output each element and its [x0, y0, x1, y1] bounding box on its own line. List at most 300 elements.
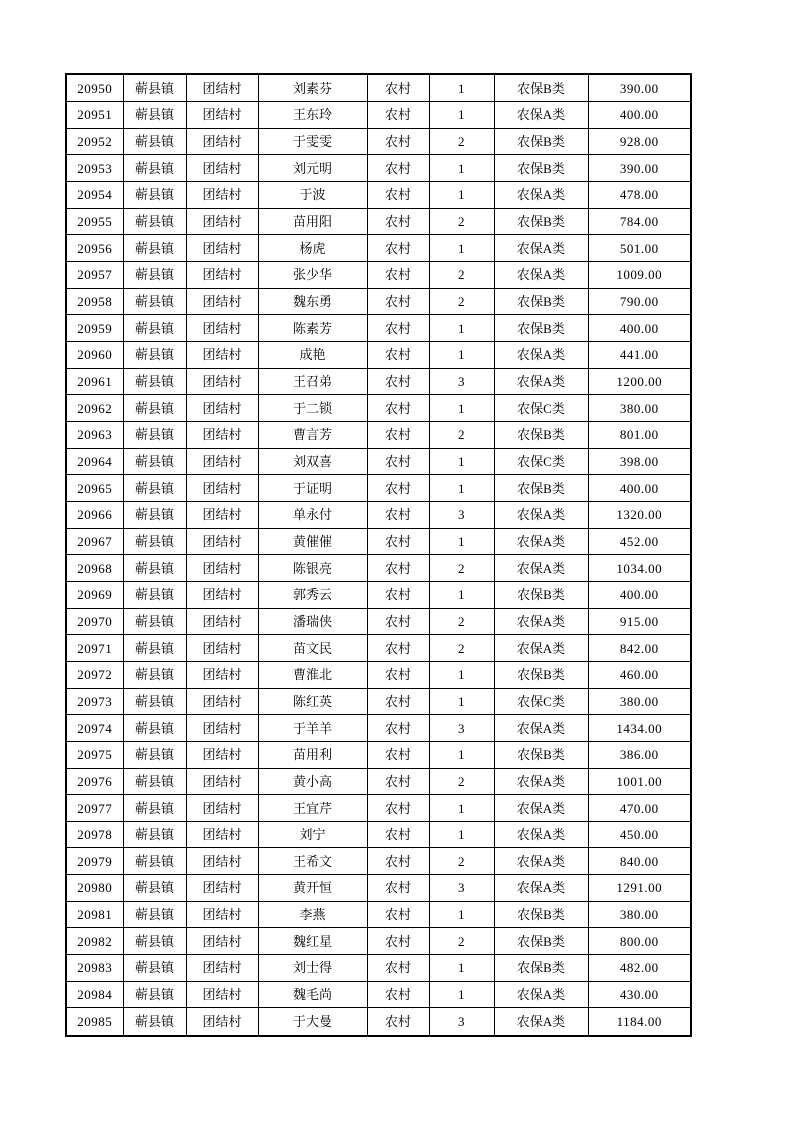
name-cell: 魏东勇: [258, 288, 367, 315]
village-cell: 团结村: [186, 262, 258, 289]
category-cell: 农保A类: [494, 715, 588, 742]
category-cell: 农保B类: [494, 421, 588, 448]
table-row: [66, 395, 691, 422]
table-row: [66, 848, 691, 875]
amount-cell: 441.00: [588, 342, 691, 369]
residence-cell: 农村: [367, 208, 429, 235]
table-row: [66, 608, 691, 635]
amount-cell: 1291.00: [588, 875, 691, 902]
category-cell: 农保A类: [494, 342, 588, 369]
village-cell: 团结村: [186, 715, 258, 742]
residence-cell: 农村: [367, 795, 429, 822]
town-cell: 蕲县镇: [123, 741, 186, 768]
town-cell: 蕲县镇: [123, 1008, 186, 1036]
category-cell: 农保A类: [494, 848, 588, 875]
residence-cell: 农村: [367, 741, 429, 768]
amount-cell: 800.00: [588, 928, 691, 955]
name-cell: 单永付: [258, 501, 367, 528]
village-cell: 团结村: [186, 288, 258, 315]
count-cell: 3: [429, 875, 494, 902]
serial-cell: 20979: [66, 848, 123, 875]
residence-cell: 农村: [367, 128, 429, 155]
table-row: [66, 368, 691, 395]
table-row: [66, 128, 691, 155]
table-row: [66, 635, 691, 662]
serial-cell: 20965: [66, 475, 123, 502]
table-row: [66, 741, 691, 768]
amount-cell: 390.00: [588, 155, 691, 182]
amount-cell: 840.00: [588, 848, 691, 875]
category-cell: 农保A类: [494, 821, 588, 848]
town-cell: 蕲县镇: [123, 555, 186, 582]
count-cell: 2: [429, 208, 494, 235]
serial-cell: 20983: [66, 955, 123, 982]
count-cell: 1: [429, 901, 494, 928]
serial-cell: 20963: [66, 421, 123, 448]
table-row: [66, 821, 691, 848]
town-cell: 蕲县镇: [123, 342, 186, 369]
name-cell: 黄开恒: [258, 875, 367, 902]
serial-cell: 20968: [66, 555, 123, 582]
serial-cell: 20974: [66, 715, 123, 742]
name-cell: 陈银亮: [258, 555, 367, 582]
serial-cell: 20960: [66, 342, 123, 369]
category-cell: 农保B类: [494, 74, 588, 102]
amount-cell: 928.00: [588, 128, 691, 155]
category-cell: 农保A类: [494, 235, 588, 262]
amount-cell: 400.00: [588, 581, 691, 608]
town-cell: 蕲县镇: [123, 581, 186, 608]
serial-cell: 20975: [66, 741, 123, 768]
count-cell: 1: [429, 581, 494, 608]
village-cell: 团结村: [186, 74, 258, 102]
village-cell: 团结村: [186, 661, 258, 688]
count-cell: 2: [429, 128, 494, 155]
serial-cell: 20976: [66, 768, 123, 795]
town-cell: 蕲县镇: [123, 955, 186, 982]
name-cell: 于羊羊: [258, 715, 367, 742]
category-cell: 农保B类: [494, 288, 588, 315]
category-cell: 农保A类: [494, 262, 588, 289]
insurance-roster-table-body: [66, 74, 691, 1036]
residence-cell: 农村: [367, 342, 429, 369]
residence-cell: 农村: [367, 448, 429, 475]
category-cell: 农保C类: [494, 448, 588, 475]
category-cell: 农保B类: [494, 901, 588, 928]
count-cell: 1: [429, 155, 494, 182]
town-cell: 蕲县镇: [123, 288, 186, 315]
village-cell: 团结村: [186, 421, 258, 448]
serial-cell: 20981: [66, 901, 123, 928]
town-cell: 蕲县镇: [123, 688, 186, 715]
category-cell: 农保A类: [494, 635, 588, 662]
table-row: [66, 155, 691, 182]
village-cell: 团结村: [186, 635, 258, 662]
category-cell: 农保B类: [494, 928, 588, 955]
count-cell: 2: [429, 848, 494, 875]
serial-cell: 20955: [66, 208, 123, 235]
serial-cell: 20978: [66, 821, 123, 848]
amount-cell: 842.00: [588, 635, 691, 662]
name-cell: 魏红星: [258, 928, 367, 955]
town-cell: 蕲县镇: [123, 848, 186, 875]
name-cell: 黄小高: [258, 768, 367, 795]
village-cell: 团结村: [186, 555, 258, 582]
amount-cell: 398.00: [588, 448, 691, 475]
count-cell: 1: [429, 102, 494, 129]
village-cell: 团结村: [186, 795, 258, 822]
residence-cell: 农村: [367, 768, 429, 795]
category-cell: 农保A类: [494, 501, 588, 528]
count-cell: 1: [429, 182, 494, 209]
serial-cell: 20950: [66, 74, 123, 102]
amount-cell: 452.00: [588, 528, 691, 555]
name-cell: 苗用阳: [258, 208, 367, 235]
count-cell: 2: [429, 608, 494, 635]
count-cell: 1: [429, 821, 494, 848]
count-cell: 3: [429, 1008, 494, 1036]
serial-cell: 20962: [66, 395, 123, 422]
name-cell: 刘素芬: [258, 74, 367, 102]
name-cell: 郭秀云: [258, 581, 367, 608]
count-cell: 2: [429, 421, 494, 448]
category-cell: 农保A类: [494, 182, 588, 209]
name-cell: 曹言芳: [258, 421, 367, 448]
serial-cell: 20953: [66, 155, 123, 182]
amount-cell: 380.00: [588, 688, 691, 715]
residence-cell: 农村: [367, 501, 429, 528]
amount-cell: 400.00: [588, 475, 691, 502]
residence-cell: 农村: [367, 955, 429, 982]
table-row: [66, 715, 691, 742]
name-cell: 于二锁: [258, 395, 367, 422]
town-cell: 蕲县镇: [123, 821, 186, 848]
amount-cell: 380.00: [588, 395, 691, 422]
residence-cell: 农村: [367, 581, 429, 608]
residence-cell: 农村: [367, 262, 429, 289]
name-cell: 于大曼: [258, 1008, 367, 1036]
category-cell: 农保C类: [494, 688, 588, 715]
table-row: [66, 74, 691, 102]
residence-cell: 农村: [367, 661, 429, 688]
village-cell: 团结村: [186, 955, 258, 982]
serial-cell: 20985: [66, 1008, 123, 1036]
name-cell: 刘双喜: [258, 448, 367, 475]
amount-cell: 390.00: [588, 74, 691, 102]
village-cell: 团结村: [186, 235, 258, 262]
count-cell: 1: [429, 395, 494, 422]
serial-cell: 20964: [66, 448, 123, 475]
village-cell: 团结村: [186, 768, 258, 795]
residence-cell: 农村: [367, 608, 429, 635]
table-row: [66, 501, 691, 528]
amount-cell: 460.00: [588, 661, 691, 688]
name-cell: 于证明: [258, 475, 367, 502]
table-row: [66, 235, 691, 262]
serial-cell: 20972: [66, 661, 123, 688]
table-row: [66, 901, 691, 928]
count-cell: 1: [429, 955, 494, 982]
town-cell: 蕲县镇: [123, 901, 186, 928]
village-cell: 团结村: [186, 501, 258, 528]
count-cell: 3: [429, 501, 494, 528]
town-cell: 蕲县镇: [123, 715, 186, 742]
count-cell: 1: [429, 528, 494, 555]
serial-cell: 20977: [66, 795, 123, 822]
count-cell: 2: [429, 768, 494, 795]
serial-cell: 20959: [66, 315, 123, 342]
count-cell: 1: [429, 475, 494, 502]
name-cell: 杨虎: [258, 235, 367, 262]
serial-cell: 20969: [66, 581, 123, 608]
count-cell: 1: [429, 741, 494, 768]
category-cell: 农保A类: [494, 875, 588, 902]
amount-cell: 790.00: [588, 288, 691, 315]
residence-cell: 农村: [367, 475, 429, 502]
table-row: [66, 795, 691, 822]
town-cell: 蕲县镇: [123, 928, 186, 955]
amount-cell: 400.00: [588, 315, 691, 342]
town-cell: 蕲县镇: [123, 981, 186, 1008]
residence-cell: 农村: [367, 155, 429, 182]
residence-cell: 农村: [367, 74, 429, 102]
category-cell: 农保B类: [494, 128, 588, 155]
residence-cell: 农村: [367, 395, 429, 422]
table-row: [66, 528, 691, 555]
amount-cell: 380.00: [588, 901, 691, 928]
count-cell: 3: [429, 715, 494, 742]
serial-cell: 20970: [66, 608, 123, 635]
table-row: [66, 581, 691, 608]
count-cell: 1: [429, 448, 494, 475]
village-cell: 团结村: [186, 128, 258, 155]
residence-cell: 农村: [367, 635, 429, 662]
table-row: [66, 688, 691, 715]
town-cell: 蕲县镇: [123, 768, 186, 795]
residence-cell: 农村: [367, 315, 429, 342]
village-cell: 团结村: [186, 928, 258, 955]
village-cell: 团结村: [186, 182, 258, 209]
name-cell: 苗用利: [258, 741, 367, 768]
town-cell: 蕲县镇: [123, 102, 186, 129]
town-cell: 蕲县镇: [123, 421, 186, 448]
name-cell: 陈红英: [258, 688, 367, 715]
town-cell: 蕲县镇: [123, 608, 186, 635]
residence-cell: 农村: [367, 875, 429, 902]
name-cell: 陈素芳: [258, 315, 367, 342]
table-row: [66, 875, 691, 902]
amount-cell: 450.00: [588, 821, 691, 848]
category-cell: 农保B类: [494, 581, 588, 608]
residence-cell: 农村: [367, 235, 429, 262]
count-cell: 2: [429, 555, 494, 582]
town-cell: 蕲县镇: [123, 501, 186, 528]
residence-cell: 农村: [367, 182, 429, 209]
table-row: [66, 475, 691, 502]
residence-cell: 农村: [367, 555, 429, 582]
amount-cell: 1200.00: [588, 368, 691, 395]
name-cell: 王宜芹: [258, 795, 367, 822]
count-cell: 1: [429, 235, 494, 262]
residence-cell: 农村: [367, 688, 429, 715]
table-row: [66, 315, 691, 342]
category-cell: 农保A类: [494, 102, 588, 129]
table-row: [66, 661, 691, 688]
village-cell: 团结村: [186, 981, 258, 1008]
town-cell: 蕲县镇: [123, 368, 186, 395]
town-cell: 蕲县镇: [123, 795, 186, 822]
village-cell: 团结村: [186, 741, 258, 768]
category-cell: 农保B类: [494, 315, 588, 342]
residence-cell: 农村: [367, 715, 429, 742]
town-cell: 蕲县镇: [123, 395, 186, 422]
amount-cell: 478.00: [588, 182, 691, 209]
name-cell: 李燕: [258, 901, 367, 928]
category-cell: 农保B类: [494, 661, 588, 688]
table-row: [66, 928, 691, 955]
name-cell: 王希文: [258, 848, 367, 875]
amount-cell: 400.00: [588, 102, 691, 129]
category-cell: 农保A类: [494, 368, 588, 395]
town-cell: 蕲县镇: [123, 875, 186, 902]
count-cell: 1: [429, 315, 494, 342]
serial-cell: 20961: [66, 368, 123, 395]
count-cell: 2: [429, 288, 494, 315]
serial-cell: 20952: [66, 128, 123, 155]
count-cell: 1: [429, 661, 494, 688]
count-cell: 1: [429, 981, 494, 1008]
table-row: [66, 955, 691, 982]
table-row: [66, 208, 691, 235]
table-row: [66, 555, 691, 582]
name-cell: 苗文民: [258, 635, 367, 662]
category-cell: 农保A类: [494, 528, 588, 555]
village-cell: 团结村: [186, 901, 258, 928]
village-cell: 团结村: [186, 608, 258, 635]
amount-cell: 801.00: [588, 421, 691, 448]
name-cell: 潘瑞侠: [258, 608, 367, 635]
category-cell: 农保B类: [494, 155, 588, 182]
residence-cell: 农村: [367, 928, 429, 955]
amount-cell: 1034.00: [588, 555, 691, 582]
village-cell: 团结村: [186, 875, 258, 902]
category-cell: 农保B类: [494, 475, 588, 502]
residence-cell: 农村: [367, 981, 429, 1008]
village-cell: 团结村: [186, 1008, 258, 1036]
residence-cell: 农村: [367, 421, 429, 448]
name-cell: 刘元明: [258, 155, 367, 182]
name-cell: 刘宁: [258, 821, 367, 848]
serial-cell: 20958: [66, 288, 123, 315]
town-cell: 蕲县镇: [123, 128, 186, 155]
category-cell: 农保A类: [494, 1008, 588, 1036]
serial-cell: 20966: [66, 501, 123, 528]
town-cell: 蕲县镇: [123, 475, 186, 502]
amount-cell: 1320.00: [588, 501, 691, 528]
insurance-roster-table: [65, 73, 692, 1037]
village-cell: 团结村: [186, 475, 258, 502]
amount-cell: 784.00: [588, 208, 691, 235]
town-cell: 蕲县镇: [123, 262, 186, 289]
town-cell: 蕲县镇: [123, 315, 186, 342]
amount-cell: 1009.00: [588, 262, 691, 289]
serial-cell: 20956: [66, 235, 123, 262]
town-cell: 蕲县镇: [123, 448, 186, 475]
amount-cell: 1434.00: [588, 715, 691, 742]
village-cell: 团结村: [186, 155, 258, 182]
count-cell: 2: [429, 635, 494, 662]
town-cell: 蕲县镇: [123, 208, 186, 235]
amount-cell: 482.00: [588, 955, 691, 982]
count-cell: 1: [429, 74, 494, 102]
town-cell: 蕲县镇: [123, 74, 186, 102]
town-cell: 蕲县镇: [123, 155, 186, 182]
residence-cell: 农村: [367, 368, 429, 395]
village-cell: 团结村: [186, 208, 258, 235]
category-cell: 农保B类: [494, 741, 588, 768]
village-cell: 团结村: [186, 528, 258, 555]
serial-cell: 20954: [66, 182, 123, 209]
amount-cell: 386.00: [588, 741, 691, 768]
name-cell: 于雯雯: [258, 128, 367, 155]
name-cell: 魏毛尚: [258, 981, 367, 1008]
amount-cell: 1184.00: [588, 1008, 691, 1036]
table-row: [66, 981, 691, 1008]
category-cell: 农保A类: [494, 981, 588, 1008]
town-cell: 蕲县镇: [123, 528, 186, 555]
table-row: [66, 1008, 691, 1036]
category-cell: 农保B类: [494, 208, 588, 235]
amount-cell: 915.00: [588, 608, 691, 635]
category-cell: 农保C类: [494, 395, 588, 422]
village-cell: 团结村: [186, 368, 258, 395]
village-cell: 团结村: [186, 688, 258, 715]
residence-cell: 农村: [367, 1008, 429, 1036]
serial-cell: 20971: [66, 635, 123, 662]
name-cell: 王召弟: [258, 368, 367, 395]
name-cell: 成艳: [258, 342, 367, 369]
table-row: [66, 342, 691, 369]
village-cell: 团结村: [186, 448, 258, 475]
amount-cell: 430.00: [588, 981, 691, 1008]
village-cell: 团结村: [186, 342, 258, 369]
village-cell: 团结村: [186, 102, 258, 129]
category-cell: 农保A类: [494, 608, 588, 635]
name-cell: 刘士得: [258, 955, 367, 982]
serial-cell: 20973: [66, 688, 123, 715]
serial-cell: 20980: [66, 875, 123, 902]
amount-cell: 501.00: [588, 235, 691, 262]
town-cell: 蕲县镇: [123, 661, 186, 688]
count-cell: 3: [429, 368, 494, 395]
serial-cell: 20957: [66, 262, 123, 289]
table-row: [66, 182, 691, 209]
village-cell: 团结村: [186, 581, 258, 608]
serial-cell: 20982: [66, 928, 123, 955]
name-cell: 于波: [258, 182, 367, 209]
category-cell: 农保A类: [494, 768, 588, 795]
name-cell: 曹淮北: [258, 661, 367, 688]
amount-cell: 1001.00: [588, 768, 691, 795]
residence-cell: 农村: [367, 848, 429, 875]
residence-cell: 农村: [367, 821, 429, 848]
serial-cell: 20951: [66, 102, 123, 129]
name-cell: 黄催催: [258, 528, 367, 555]
town-cell: 蕲县镇: [123, 182, 186, 209]
table-row: [66, 262, 691, 289]
count-cell: 2: [429, 262, 494, 289]
village-cell: 团结村: [186, 821, 258, 848]
